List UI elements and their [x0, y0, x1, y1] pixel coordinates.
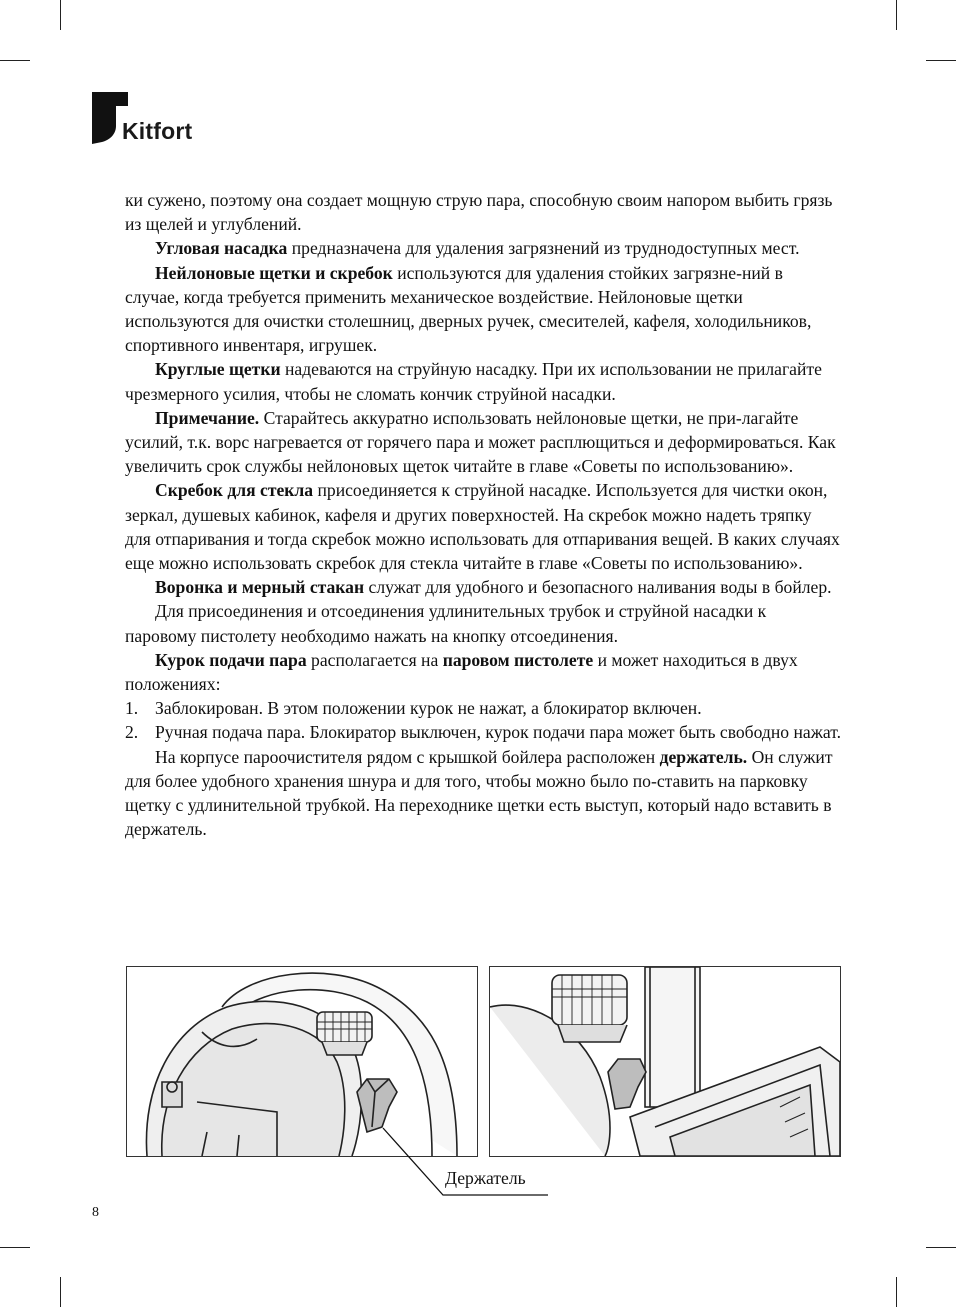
- steam-cleaner-drawing: [127, 967, 477, 1156]
- steam-cleaner-parked-drawing: [490, 967, 840, 1156]
- list-item: 1. Заблокирован. В этом положении курок не нажат, а блокиратор включен.: [125, 698, 702, 719]
- note-paragraph: Примечание. Старайтесь аккуратно использовать нейлоновые щетки, не при-лагайте усилий, т.к. ворс нагревается от горячего пара и может расплющиться и деформироваться. Как увеличить срок службы нейлоновых щеток читайте в главе «Советы по использованию».: [125, 407, 836, 477]
- crop-mark: [926, 1247, 956, 1248]
- paragraph: Курок подачи пара располагается на паровом пистолете и может находиться в двух положениях:: [125, 649, 798, 695]
- holder-illustration-left: [126, 966, 478, 1157]
- crop-mark: [60, 0, 61, 30]
- crop-mark: [896, 1277, 897, 1307]
- paragraph: Скребок для стекла присоединяется к струйной насадке. Используется для чистки окон, зеркал, душевых кабинок, кафеля и других поверхностей. На скребок можно надеть тряпку для отпаривания и тогда скребок можно использовать для отпаривания вещей. В каких случаях еще можно использовать скребок для стекла читайте в главе «Советы по использованию».: [125, 480, 840, 574]
- holder-illustration-right: [489, 966, 841, 1157]
- crop-mark: [0, 60, 30, 61]
- crop-mark: [926, 60, 956, 61]
- crop-mark: [0, 1247, 30, 1248]
- page-number: 8: [92, 1205, 99, 1220]
- brand-name: Kitfort: [122, 118, 193, 144]
- paragraph: Для присоединения и отсоединения удлинительных трубок и струйной насадки к паровому пистолету необходимо нажать на кнопку отсоединения.: [125, 601, 767, 646]
- paragraph: Круглые щетки надеваются на струйную насадку. При их использовании не прилагайте чрезмерного усилия, чтобы не сломать кончик струйной насадки.: [125, 359, 822, 404]
- paragraph: Нейлоновые щетки и скребок используются для удаления стойких загрязне-ний в случае, когда требуется применить механическое воздействие. Нейлоновые щетки используются для очистки столешниц, дверных ручек, смесителей, кафеля, холодильников, спортивного инвентаря, игрушек.: [125, 262, 812, 356]
- paragraph: На корпусе пароочистителя рядом с крышкой бойлера расположен держатель. Он служит для более удобного хранения шнура и для того, чтобы можно было по-ставить на парковку щетку с удлинительной трубкой. На переходнике щетки есть выступ, который надо вставить в держатель.: [125, 746, 833, 840]
- paragraph: Угловая насадка предназначена для удаления загрязнений из труднодоступных мест.: [155, 238, 800, 259]
- callout-label: Держатель: [445, 1168, 526, 1188]
- list-item: 2. Ручная подача пара. Блокиратор выключен, курок подачи пара может быть свободно нажат.: [125, 722, 841, 743]
- paragraph: ки сужено, поэтому она создает мощную струю пара, способную своим напором выбить грязь из щелей и углублений.: [125, 190, 833, 235]
- crop-mark: [896, 0, 897, 30]
- crop-mark: [60, 1277, 61, 1307]
- body-text: [125, 188, 841, 841]
- paragraph: Воронка и мерный стакан служат для удобного и безопасного наливания воды в бойлер.: [155, 577, 832, 598]
